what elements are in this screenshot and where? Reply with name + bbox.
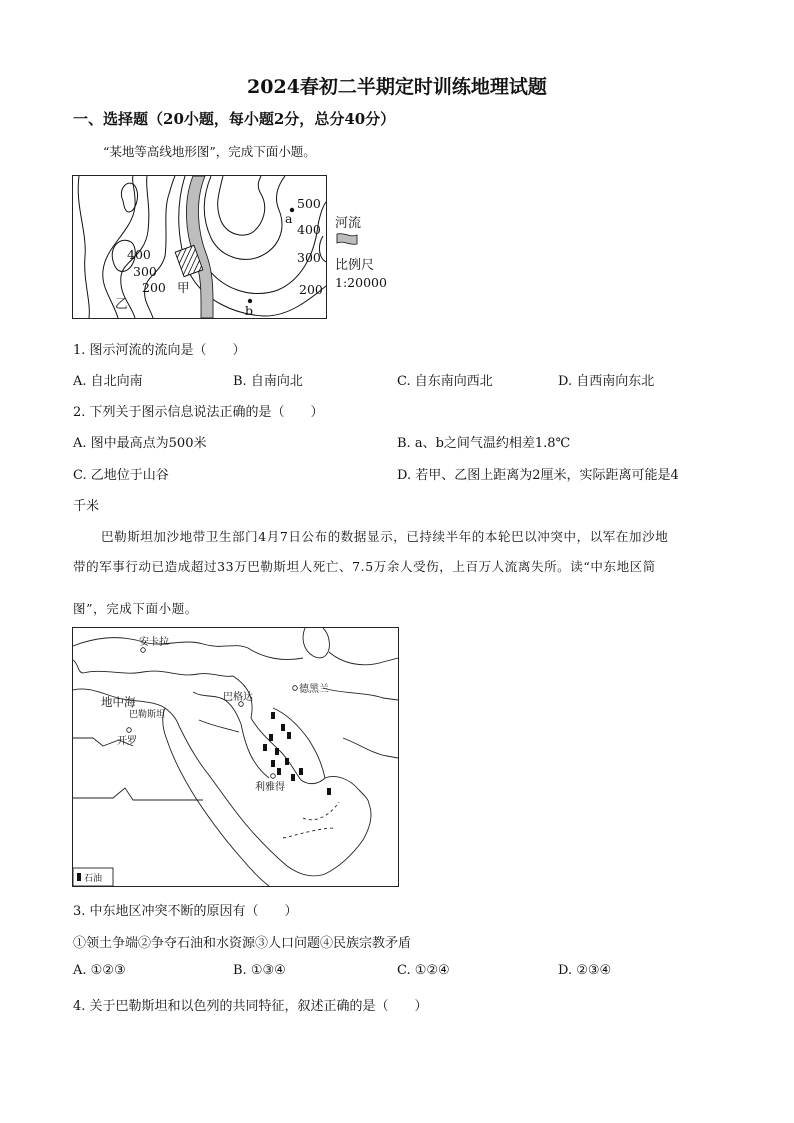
q3-option-a[interactable]: A. ①②③ <box>73 963 126 978</box>
q1-option-c[interactable]: C. 自东南向西北 <box>397 374 493 389</box>
label-mediterranean: 地中海 <box>101 695 136 709</box>
q3-option-c[interactable]: C. ①②④ <box>397 963 450 978</box>
label-riyadh: 利雅得 <box>255 782 285 793</box>
q2-option-b[interactable]: B. a、b之间气温约相差1.8℃ <box>397 436 571 451</box>
legend-oil-label: 石油 <box>84 874 103 884</box>
label-jia: 甲 <box>177 280 190 295</box>
q4-stem: 4. 关于巴勒斯坦和以色列的共同特征，叙述正确的是（ ） <box>73 999 428 1014</box>
q2-stem: 2. 下列关于图示信息说法正确的是（ ） <box>73 405 324 420</box>
label-ankara: 安卡拉 <box>139 637 169 648</box>
label-b: b <box>245 303 254 318</box>
legend-river-label: 河流 <box>335 216 362 231</box>
passage-line-2: 带的军事行动已造成超过33万巴勒斯坦人死亡、7.5万余人受伤，上百万人流离失所。读“中东地区简 <box>73 559 656 574</box>
section-heading: 一、选择题（20小题，每小题2分，总分40分） <box>73 110 396 128</box>
q1-option-d[interactable]: D. 自西南向东北 <box>558 374 655 389</box>
passage-line-3: 图”，完成下面小题。 <box>73 601 198 616</box>
legend-scale-value: 1:20000 <box>335 275 387 290</box>
label-200-right: 200 <box>299 282 323 297</box>
label-400-right: 400 <box>297 222 321 237</box>
q2-option-d-continued: 千米 <box>73 499 100 514</box>
mideast-map-drawing <box>73 628 398 886</box>
legend-scale-label: 比例尺 <box>335 258 375 273</box>
label-tehran: 德黑兰 <box>299 684 329 695</box>
q2-option-d[interactable]: D. 若甲、乙图上距离为2厘米，实际距离可能是4 <box>397 468 679 483</box>
label-yi: 乙 <box>115 296 128 311</box>
passage-line-1: 巴勒斯坦加沙地带卫生部门4月7日公布的数据显示，已持续半年的本轮巴以冲突中，以军在加沙地 <box>101 529 669 544</box>
intro-text: “某地等高线地形图”，完成下面小题。 <box>103 144 316 159</box>
label-300-right: 300 <box>297 250 321 265</box>
label-palestine: 巴勒斯坦 <box>129 710 166 720</box>
label-cairo: 开罗 <box>117 736 137 747</box>
q3-items: ①领土争端②争夺石油和水资源③人口问题④民族宗教矛盾 <box>73 936 412 951</box>
contour-lines <box>73 176 326 318</box>
label-a: a <box>285 211 293 226</box>
q2-option-c[interactable]: C. 乙地位于山谷 <box>73 468 169 483</box>
q1-option-b[interactable]: B. 自南向北 <box>233 374 303 389</box>
label-400-left: 400 <box>127 247 151 262</box>
q3-option-b[interactable]: B. ①③④ <box>233 963 286 978</box>
oil-legend <box>73 868 113 886</box>
q1-option-a[interactable]: A. 自北向南 <box>73 374 143 389</box>
contour-map <box>72 175 327 319</box>
page-title: 2024春初二半期定时训练地理试题 <box>247 76 547 98</box>
mideast-map <box>72 627 399 887</box>
q3-option-d[interactable]: D. ②③④ <box>558 963 612 978</box>
river-legend-icon <box>336 232 358 246</box>
q3-stem: 3. 中东地区冲突不断的原因有（ ） <box>73 904 298 919</box>
label-500: 500 <box>297 196 321 211</box>
label-baghdad: 巴格达 <box>223 692 253 703</box>
label-300-left: 300 <box>133 264 157 279</box>
q1-stem: 1. 图示河流的流向是（ ） <box>73 343 246 358</box>
label-200-left: 200 <box>142 280 166 295</box>
q2-option-a[interactable]: A. 图中最高点为500米 <box>73 436 207 451</box>
